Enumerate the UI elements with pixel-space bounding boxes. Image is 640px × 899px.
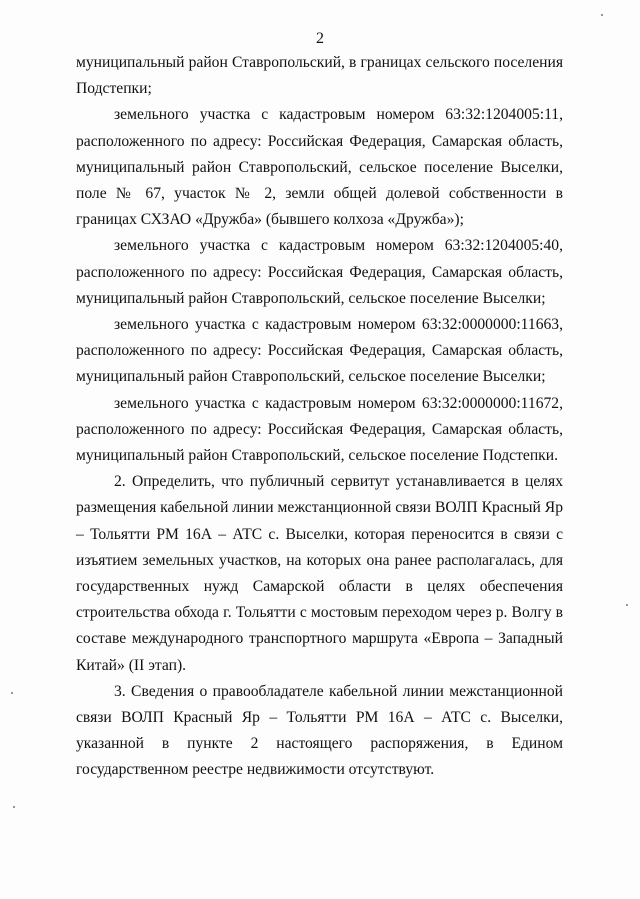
scan-speck <box>626 604 628 606</box>
paragraph-6: 3. Сведения о правообладателе кабельной линии межстанционной связи ВОЛП Красный Яр – Тольятти РМ 16А – АТС с. Выселки, указанной в пункте 2 настоящего распоряжения, в Едином государственном реестре недвижимости отсутствуют. <box>76 682 563 779</box>
paragraph-2: земельного участка с кадастровым номером 63:32:1204005:40, расположенного по адресу: Российская Федерация, Самарская область, муниципальный район Ставропольский, сельское поселение Выселки; <box>76 237 563 307</box>
paragraph-1: земельного участка с кадастровым номером 63:32:1204005:11, расположенного по адресу: Российская Федерация, Самарская область, муниципальный район Ставропольский, сельское поселение Выселки, поле № 67, участок № 2, земли общей долевой собственности в границах СХЗАО «Дружба» (бывшего колхоза «Дружба»); <box>76 106 563 229</box>
paragraph-3: земельного участка с кадастровым номером 63:32:0000000:11663, расположенного по адресу: Российская Федерация, Самарская область, муниципальный район Ставропольский, сельское поселение Выселки; <box>76 316 563 386</box>
scan-speck <box>601 14 603 16</box>
paragraph-5: 2. Определить, что публичный сервитут устанавливается в целях размещения кабельной линии межстанционной связи ВОЛП Красный Яр – Тольятти РМ 16А – АТС с. Выселки, которая переносится в связи с изъятием земельных участков, на которых она ранее располагалась, для государственных нужд Самарской области в целях обеспечения строительства обхода г. Тольятти с мостовым переходом через р. Волгу в составе международного транспортного маршрута «Европа – Западный Китай» (II этап). <box>76 473 563 674</box>
document-body <box>76 50 563 784</box>
paragraph-4: земельного участка с кадастровым номером 63:32:0000000:11672, расположенного по адресу: Российская Федерация, Самарская область, муниципальный район Ставропольский, сельское поселение Подстепки. <box>76 394 563 465</box>
scan-speck <box>11 692 13 694</box>
page-number: 2 <box>316 30 324 47</box>
scan-speck <box>13 806 15 808</box>
paragraph-0: муниципальный район Ставропольский, в границах сельского поселения Подстепки; <box>76 54 563 98</box>
